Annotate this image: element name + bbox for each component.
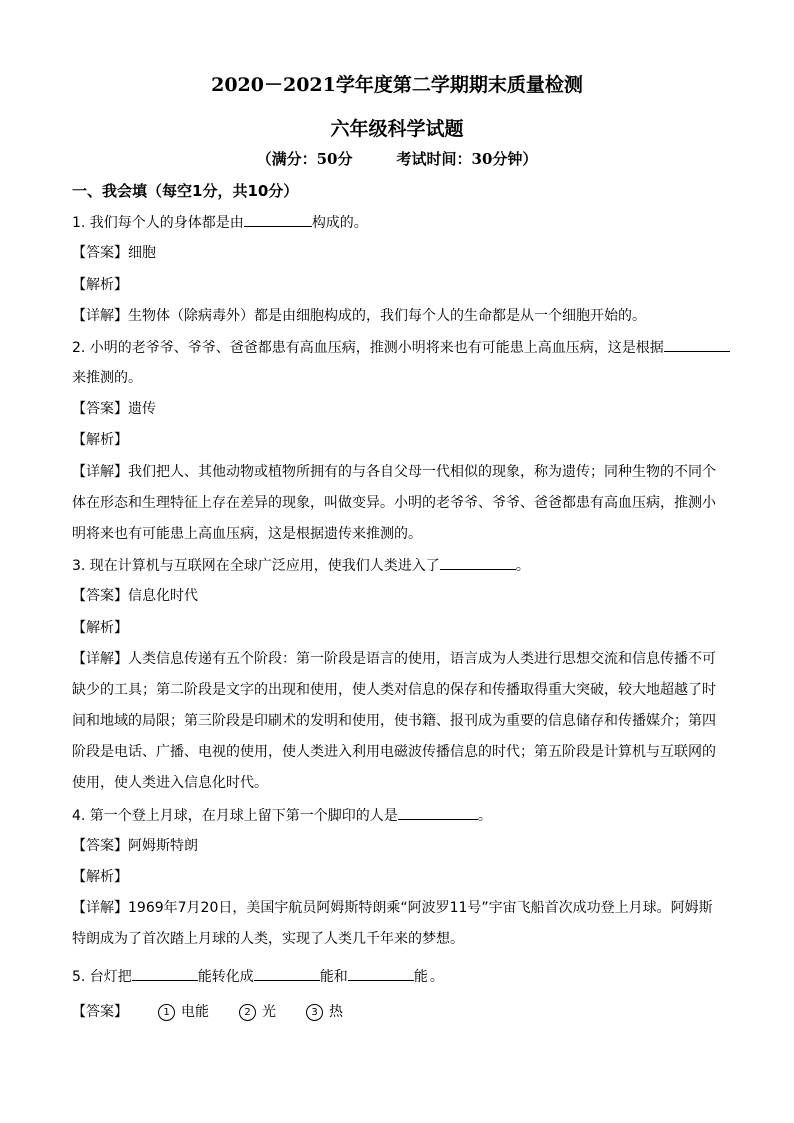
q2-detail-line-2: 体在形态和生理特征上存在差异的现象，叫做变异。小明的老爷爷、爷爷、爸爸都患有高血压病，推测小 xyxy=(72,495,716,511)
circled-number: 3 xyxy=(306,1004,323,1021)
q1-analysis: 【解析】 xyxy=(72,277,128,293)
q1-answer xyxy=(72,243,732,263)
q4-answer xyxy=(72,836,732,856)
q3-blank xyxy=(440,555,516,570)
circled-number: 2 xyxy=(239,1004,256,1021)
q4-detail-line-1 xyxy=(72,898,732,918)
q3-detail-line-2: 缺少的工具；第二阶段是文字的出现和使用，使人类对信息的保存和传播取得重大突破，较大地超越了时 xyxy=(72,682,716,698)
q4-answer-text: 阿姆斯特朗 xyxy=(128,838,198,854)
q1-answer-text: 细胞 xyxy=(128,245,156,261)
section-heading: 一、我会填（每空1分，共10分） xyxy=(72,182,299,200)
q2-detail-line-1 xyxy=(72,462,732,482)
q2-answer xyxy=(72,399,732,419)
q5-answer-1 xyxy=(158,1002,209,1022)
q2-answer-text: 遗传 xyxy=(128,401,156,417)
q4-analysis: 【解析】 xyxy=(72,869,128,885)
q1-stem-a: 1. 我们每个人的身体都是由 xyxy=(72,215,244,231)
q5-answer-text-2: 光 xyxy=(262,1004,276,1020)
q1-stem-b: 构成的。 xyxy=(311,215,368,231)
exam-title: 2020－2021学年度第二学期期末质量检测 xyxy=(211,74,583,96)
q5-answer xyxy=(72,1002,732,1022)
q5-answer-2 xyxy=(239,1002,276,1022)
exam-subtitle: 六年级科学试题 xyxy=(330,118,464,140)
q1-blank xyxy=(244,212,312,227)
detail-label: 【详解】 xyxy=(72,900,128,916)
q2-blank xyxy=(664,337,730,352)
q4-stem-b: 。 xyxy=(477,808,492,824)
q3-stem-a: 3. 现在计算机与互联网在全球广泛应用，使我们人类进入了 xyxy=(72,558,440,574)
question-2 xyxy=(72,337,732,358)
q5-blank-3 xyxy=(348,966,414,981)
q5-stem-b: 能转化成 xyxy=(197,969,254,985)
q3-detail-line-1 xyxy=(72,649,732,669)
q3-analysis: 【解析】 xyxy=(72,620,128,636)
q3-stem-b: 。 xyxy=(515,558,530,574)
q4-blank xyxy=(398,805,478,820)
q3-detail-line-5: 使用，使人类进入信息化时代。 xyxy=(72,775,268,791)
exam-time: 考试时间：30分钟） xyxy=(396,150,538,168)
q2-stem-a: 2. 小明的老爷爷、爷爷、爸爸都患有高血压病，推测小明将来也有可能患上高血压病，这是根据 xyxy=(72,340,664,356)
q3-detail-line-4: 阶段是电话、广播、电视的使用，使人类进入利用电磁波传播信息的时代；第五阶段是计算机与互联网的 xyxy=(72,744,716,760)
q5-stem-c: 能和 xyxy=(319,969,348,985)
question-3 xyxy=(72,555,732,576)
q5-stem-d: 能 xyxy=(413,969,428,985)
circled-number: 1 xyxy=(158,1004,175,1021)
q3-detail-line-3: 间和地域的局限；第三阶段是印刷术的发明和使用，使书籍、报刊成为重要的信息储存和传播媒介；第四 xyxy=(72,713,716,729)
q5-blank-1 xyxy=(132,966,198,981)
answer-label: 【答案】 xyxy=(72,1004,128,1020)
detail-label: 【详解】 xyxy=(72,308,128,324)
q2-detail-line-3: 明将来也有可能患上高血压病，这是根据遗传来推测的。 xyxy=(72,526,422,542)
answer-label: 【答案】 xyxy=(72,838,128,854)
question-4 xyxy=(72,805,732,826)
q1-detail xyxy=(72,306,732,326)
exam-info xyxy=(0,148,794,169)
q4-detail-text-1: 1969年7月20日，美国宇航员阿姆斯特朗乘“阿波罗11号”宇宙飞船首次成功登上月球。阿姆斯 xyxy=(128,900,713,916)
question-5 xyxy=(72,966,732,987)
q4-stem-a: 4. 第一个登上月球，在月球上留下第一个脚印的人是 xyxy=(72,808,398,824)
q3-answer-text: 信息化时代 xyxy=(128,588,198,604)
q2-stem-b: 来推测的。 xyxy=(72,370,142,386)
q2-detail-text-1: 我们把人、其他动物或植物所拥有的与各自父母一代相似的现象，称为遗传；同种生物的不同个 xyxy=(128,464,716,480)
full-score: （满分：50分 xyxy=(256,150,353,168)
q1-detail-text: 生物体（除病毒外）都是由细胞构成的，我们每个人的生命都是从一个细胞开始的。 xyxy=(128,308,646,324)
answer-label: 【答案】 xyxy=(72,401,128,417)
question-1 xyxy=(72,212,732,233)
q3-answer xyxy=(72,586,732,606)
detail-label: 【详解】 xyxy=(72,651,128,667)
q5-answer-text-3: 热 xyxy=(329,1004,343,1020)
detail-label: 【详解】 xyxy=(72,464,128,480)
q5-answer-3 xyxy=(306,1002,343,1022)
answer-label: 【答案】 xyxy=(72,245,128,261)
q2-analysis: 【解析】 xyxy=(72,432,128,448)
q5-stem-e: 。 xyxy=(429,969,444,985)
q5-stem-a: 5. 台灯把 xyxy=(72,969,132,985)
q3-detail-text-1: 人类信息传递有五个阶段：第一阶段是语言的使用，语言成为人类进行思想交流和信息传播不可 xyxy=(128,651,716,667)
answer-label: 【答案】 xyxy=(72,588,128,604)
q4-detail-line-2: 特朗成为了首次踏上月球的人类，实现了人类几千年来的梦想。 xyxy=(72,931,464,947)
q5-blank-2 xyxy=(254,966,320,981)
q5-answer-text-1: 电能 xyxy=(181,1004,209,1020)
